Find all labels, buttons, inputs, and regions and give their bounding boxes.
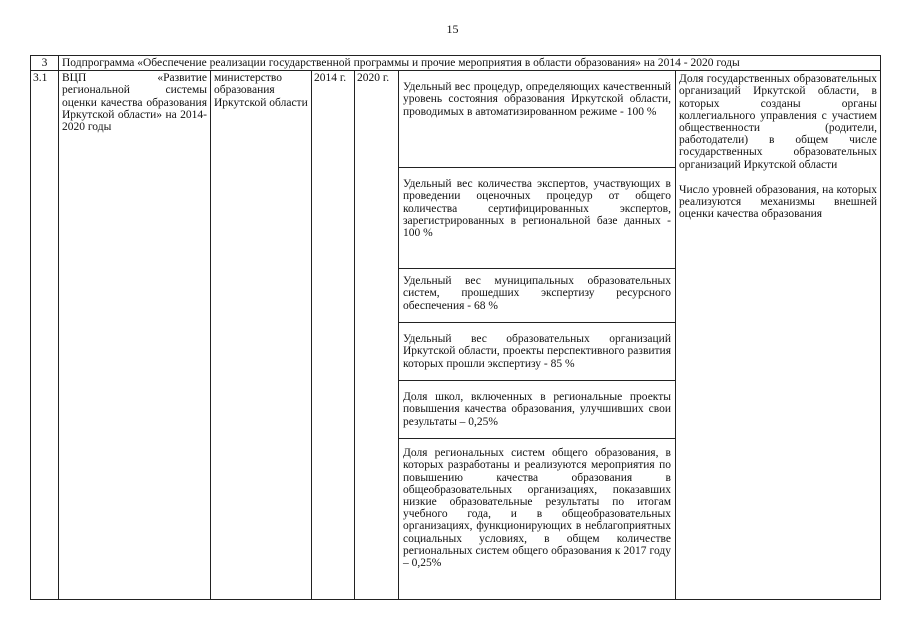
section-row <box>31 56 881 71</box>
program-name: ВЦП «Развитие региональной системы оценки качества образования Иркутской области» на 2014-2020 годы <box>59 71 211 600</box>
indicator-item: Доля школ, включенных в региональные проекты повышения качества образования, улучшивших свои результаты – 0,25% <box>399 381 675 439</box>
result-item: Число уровней образования, на которых реализуются механизмы внешней оценки качества образования <box>679 183 877 221</box>
result-item: Доля государственных образовательных организаций Иркутской области, в которых созданы органы коллегиального управления с участием общественности (родители, работодатели) в общем числе государственных образовательных организаций Иркутской области <box>679 73 877 171</box>
program-executor: министерство образования Иркутской области <box>211 71 312 600</box>
indicator-item: Удельный вес муниципальных образовательных систем, прошедших экспертизу ресурсного обеспечения - 68 % <box>399 269 675 323</box>
section-title: Подпрограмма «Обеспечение реализации государственной программы и прочие мероприятия в области образования» на 2014 - 2020 годы <box>59 56 881 71</box>
page-number: 15 <box>446 22 459 36</box>
indicator-item: Удельный вес количества экспертов, участвующих в проведении оценочных процедур от общего количества сертифицированных экспертов, зарегистрированных в региональной базе данных - 100 % <box>399 168 675 269</box>
indicator-item: Доля региональных систем общего образования, в которых разработаны и реализуются мероприятия по повышению качества образования в общеобразовательных организациях, показавших низкие образовательные результаты по итогам учебного года, и в общеобразовательных организациях, функционирующих в неблагоприятных социальных условиях, в общем количестве региональных систем общего образования к 2017 году – 0,25% <box>403 447 671 570</box>
program-table <box>30 55 881 600</box>
table-row <box>31 71 881 600</box>
indicator-item: Удельный вес образовательных организаций Иркутской области, проекты перспективного развития которых прошли экспертизу - 85 % <box>399 323 675 381</box>
start-year: 2014 г. <box>312 71 355 600</box>
section-number: 3 <box>31 56 59 71</box>
row-number: 3.1 <box>31 71 59 600</box>
indicator-item: Удельный вес процедур, определяющих качественный уровень состояния образования Иркутской области, проводимых в автоматизированном режиме - 100 % <box>399 71 675 168</box>
indicators-cell <box>399 71 676 600</box>
results-cell <box>676 71 881 600</box>
end-year: 2020 г. <box>355 71 399 600</box>
